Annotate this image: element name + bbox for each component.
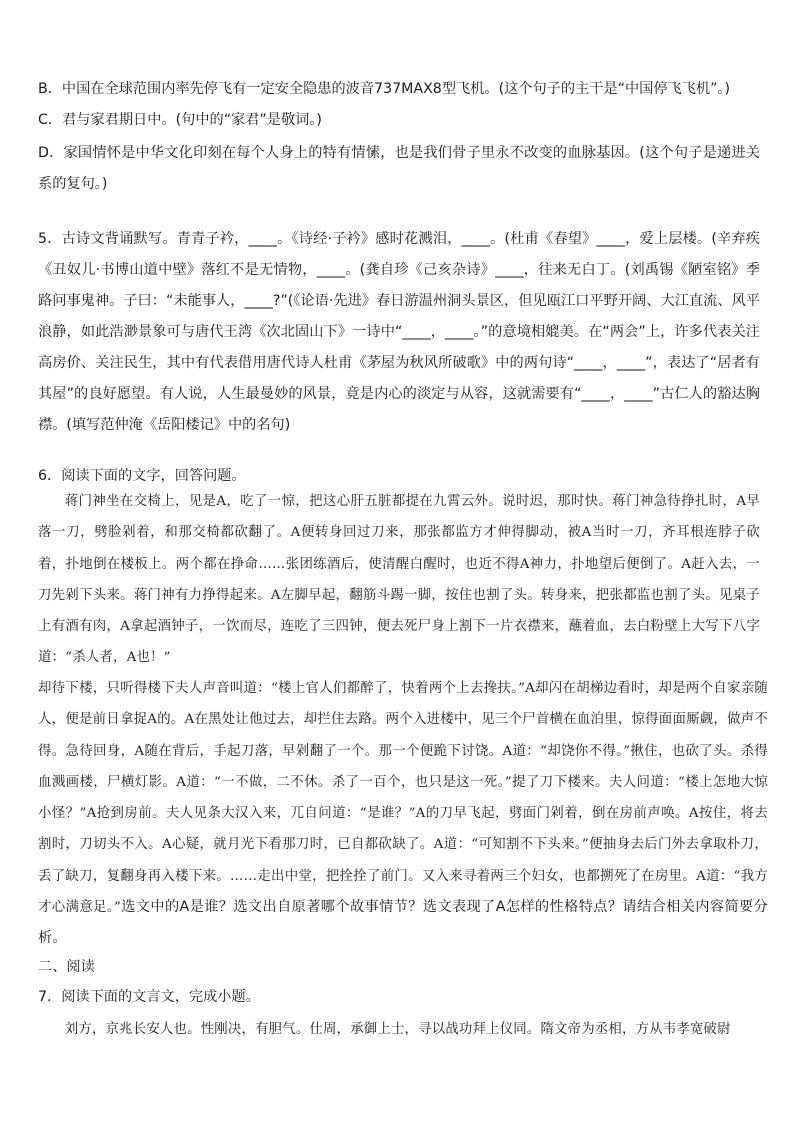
question-7-title: 7．阅读下面的文言文，完成小题。	[38, 989, 260, 1005]
question-6-prompts: 选文中的A是谁？选文出自原著哪个故事情节？选文表现了A怎样的性格特点？请结合相关内容简要分析。	[38, 899, 769, 947]
option-d: D．家国情怀是中华文化印刻在每个人身上的特有情愫，也是我们骨子里永不改变的血脉基因。(这个句子是递进关系的复句。)	[38, 145, 760, 192]
question-6-passage-part1: 蒋门神坐在交椅上，见是A，吃了一惊，把这心肝五脏都提在九霄云外。说时迟，那时快。蒋门神急待挣扎时，A早落一刀，劈脸剁着，和那交椅都砍翻了。A便转身回过刀来，那张都监方才伸得脚动，被A当时一刀，齐耳根连脖子砍着，扑地倒在楼板上。两个都在挣命……张团练酒后，使清醒白醒时，也近不得A神力，扑地望后便倒了。A赶入去，一刀先剁下头来。蒋门神有力挣得起来。A左脚早起，翻筋斗踢一脚，按住也割了头。转身来，把张都监也割了头。见桌子上有酒有肉，A拿起酒钟子，一饮而尽，连吃了三四钟，便去死尸身上割下一片衣襟来，蘸着血，去白粉壁上大写下八字道：“杀人者，A也！”	[38, 494, 760, 666]
option-b: B．中国在全球范围内率先停飞有一定安全隐患的波音737MAX8型飞机。(这个句子的主干是“中国停飞飞机”。)	[38, 81, 731, 97]
passage-part2-text: 却待下楼，只听得楼下夫人声音叫道：“楼上官人们都醉了，快着两个上去搀扶。”A却闪在胡梯边看时，却是两个自家亲随人，便是前日拿捉A的。A在黑处让他过去，却拦住去路。两个入进楼中，见三个尸首横在血泊里，惊得面面厮觑，做声不得。急待回身，A随在背后，手起刀落，早剁翻了一个。那一个便跪下讨饶。A道：“却饶你不得。”揪住，也砍了头。杀得血溅画楼，尸横灯影。A道：“一不做，二不休。杀了一百个，也只是这一死。”提了刀下楼来。夫人问道：“楼上怎地大惊小怪？”A抢到房前。夫人见条大汉入来，兀自问道：“是谁？”A的刀早飞起，劈面门剁着，倒在房前声唤。A按住，将去割时，刀切头不入。A心疑，就月光下看那刀时，已自都砍缺了。A道：“可知割不下头来。”便抽身去后门外去拿取朴刀，丢了缺刀，复翻身再入楼下来。……走出中堂，把拴拴了前门。又入来寻着两三个妇女，也都搠死了在房里。A道：“我方才心满意足。”	[38, 681, 768, 916]
question-5-text: 5．古诗文背诵默写。青青子衿，____。《诗经·子衿》感时花溅泪，____。(杜甫《春望》____，爱上层楼。(辛弃疾《丑奴儿·书博山道中壁》落红不是无情物，____。(龚自珍《己亥杂诗》____，往来无白丁。(刘禹锡《陋室铭》季路问事鬼神。子曰：“未能事人，____?”(《论语·先进》春日游温州洞头景区，但见瓯江口平野开阔、大江直流、风平浪静，如此浩渺景象可与唐代王湾《次北固山下》一诗中“____，____。”的意境相媲美。在“两会”上，许多代表关注高房价、关注民生，其中有代表借用唐代诗人杜甫《茅屋为秋风所破歌》中的两句诗“____，____”，表达了“居者有其屋”的良好愿望。有人说，人生最曼妙的风景，竟是内心的淡定与从容，这就需要有“____，____”古仁人的豁达胸襟。(填写范仲淹《岳阳楼记》中的名句)	[38, 231, 760, 433]
question-6-passage-part2	[38, 673, 768, 955]
question-6-title: 6．阅读下面的文字，回答问题。	[38, 468, 246, 484]
question-7-passage: 刘方，京兆长安人也。性刚决，有胆气。仕周，承御上士，寻以战功拜上仪同。隋文帝为丞相，方从韦孝宽破尉	[64, 1022, 731, 1037]
section-2-title: 二、阅读	[38, 959, 95, 975]
option-c: C．君与家君期日中。(句中的“家君”是敬词。)	[38, 112, 322, 128]
